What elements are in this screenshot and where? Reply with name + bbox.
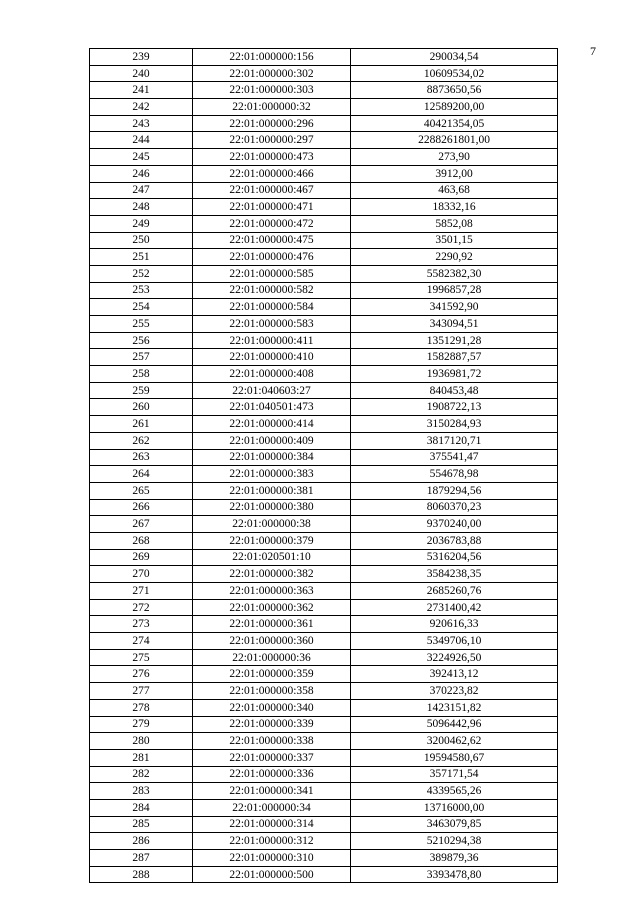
table-row (90, 115, 558, 132)
row-number-cell: 244 (90, 132, 193, 149)
cadastral-number-cell: 22:01:000000:379 (193, 532, 351, 549)
cadastral-number-cell: 22:01:000000:472 (193, 215, 351, 232)
row-number-cell: 270 (90, 566, 193, 583)
row-number-cell: 242 (90, 99, 193, 116)
value-cell: 5210294,38 (351, 833, 558, 850)
table-row (90, 516, 558, 533)
value-cell: 3817120,71 (351, 432, 558, 449)
row-number-cell: 239 (90, 49, 193, 66)
value-cell: 1936981,72 (351, 366, 558, 383)
table-row (90, 766, 558, 783)
value-cell: 1879294,56 (351, 482, 558, 499)
value-cell: 343094,51 (351, 316, 558, 333)
value-cell: 1996857,28 (351, 282, 558, 299)
row-number-cell: 288 (90, 866, 193, 883)
row-number-cell: 264 (90, 466, 193, 483)
cadastral-number-cell: 22:01:000000:339 (193, 716, 351, 733)
value-cell: 375541,47 (351, 449, 558, 466)
cadastral-number-cell: 22:01:000000:583 (193, 316, 351, 333)
cadastral-number-cell: 22:01:000000:384 (193, 449, 351, 466)
cadastral-number-cell: 22:01:000000:340 (193, 699, 351, 716)
cadastral-value-table (89, 48, 558, 883)
value-cell: 3393478,80 (351, 866, 558, 883)
cadastral-number-cell: 22:01:000000:585 (193, 265, 351, 282)
table-row (90, 499, 558, 516)
row-number-cell: 259 (90, 382, 193, 399)
table-body (90, 49, 558, 883)
cadastral-number-cell: 22:01:000000:302 (193, 65, 351, 82)
cadastral-number-cell: 22:01:000000:337 (193, 749, 351, 766)
table-row (90, 399, 558, 416)
value-cell: 3912,00 (351, 165, 558, 182)
cadastral-number-cell: 22:01:040603:27 (193, 382, 351, 399)
table-row (90, 799, 558, 816)
table-row (90, 99, 558, 116)
row-number-cell: 251 (90, 249, 193, 266)
row-number-cell: 240 (90, 65, 193, 82)
value-cell: 5316204,56 (351, 549, 558, 566)
cadastral-number-cell: 22:01:000000:36 (193, 649, 351, 666)
cadastral-number-cell: 22:01:000000:409 (193, 432, 351, 449)
cadastral-number-cell: 22:01:000000:296 (193, 115, 351, 132)
value-cell: 3150284,93 (351, 416, 558, 433)
cadastral-number-cell: 22:01:000000:475 (193, 232, 351, 249)
row-number-cell: 256 (90, 332, 193, 349)
table-row (90, 666, 558, 683)
cadastral-number-cell: 22:01:000000:410 (193, 349, 351, 366)
table-row (90, 65, 558, 82)
table-row (90, 683, 558, 700)
cadastral-number-cell: 22:01:000000:382 (193, 566, 351, 583)
value-cell: 2731400,42 (351, 599, 558, 616)
row-number-cell: 287 (90, 850, 193, 867)
value-cell: 389879,36 (351, 850, 558, 867)
table-row (90, 449, 558, 466)
table-row (90, 482, 558, 499)
row-number-cell: 243 (90, 115, 193, 132)
table-row (90, 599, 558, 616)
value-cell: 3501,15 (351, 232, 558, 249)
cadastral-number-cell: 22:01:000000:500 (193, 866, 351, 883)
value-cell: 1423151,82 (351, 699, 558, 716)
cadastral-number-cell: 22:01:000000:359 (193, 666, 351, 683)
table-row (90, 649, 558, 666)
row-number-cell: 274 (90, 633, 193, 650)
value-cell: 341592,90 (351, 299, 558, 316)
cadastral-number-cell: 22:01:000000:338 (193, 733, 351, 750)
row-number-cell: 276 (90, 666, 193, 683)
row-number-cell: 278 (90, 699, 193, 716)
value-cell: 5096442,96 (351, 716, 558, 733)
table-row (90, 532, 558, 549)
table-row (90, 866, 558, 883)
row-number-cell: 260 (90, 399, 193, 416)
row-number-cell: 261 (90, 416, 193, 433)
cadastral-number-cell: 22:01:040501:473 (193, 399, 351, 416)
table-row (90, 716, 558, 733)
value-cell: 1582887,57 (351, 349, 558, 366)
cadastral-number-cell: 22:01:000000:408 (193, 366, 351, 383)
cadastral-number-cell: 22:01:000000:383 (193, 466, 351, 483)
row-number-cell: 266 (90, 499, 193, 516)
value-cell: 2288261801,00 (351, 132, 558, 149)
row-number-cell: 271 (90, 583, 193, 600)
table-row (90, 583, 558, 600)
value-cell: 8060370,23 (351, 499, 558, 516)
table-row (90, 783, 558, 800)
value-cell: 357171,54 (351, 766, 558, 783)
table-row (90, 432, 558, 449)
value-cell: 3200462,62 (351, 733, 558, 750)
table-row (90, 833, 558, 850)
table-row (90, 416, 558, 433)
table-row (90, 549, 558, 566)
table-row (90, 282, 558, 299)
row-number-cell: 286 (90, 833, 193, 850)
row-number-cell: 248 (90, 199, 193, 216)
row-number-cell: 280 (90, 733, 193, 750)
cadastral-number-cell: 22:01:000000:582 (193, 282, 351, 299)
row-number-cell: 282 (90, 766, 193, 783)
row-number-cell: 284 (90, 799, 193, 816)
table-row (90, 249, 558, 266)
value-cell: 1908722,13 (351, 399, 558, 416)
cadastral-number-cell: 22:01:020501:10 (193, 549, 351, 566)
value-cell: 10609534,02 (351, 65, 558, 82)
value-cell: 4339565,26 (351, 783, 558, 800)
value-cell: 40421354,05 (351, 115, 558, 132)
table-row (90, 616, 558, 633)
cadastral-number-cell: 22:01:000000:32 (193, 99, 351, 116)
row-number-cell: 272 (90, 599, 193, 616)
row-number-cell: 247 (90, 182, 193, 199)
table-row (90, 733, 558, 750)
row-number-cell: 258 (90, 366, 193, 383)
cadastral-number-cell: 22:01:000000:361 (193, 616, 351, 633)
value-cell: 290034,54 (351, 49, 558, 66)
value-cell: 2290,92 (351, 249, 558, 266)
cadastral-number-cell: 22:01:000000:584 (193, 299, 351, 316)
table-row (90, 182, 558, 199)
cadastral-number-cell: 22:01:000000:314 (193, 816, 351, 833)
cadastral-number-cell: 22:01:000000:467 (193, 182, 351, 199)
row-number-cell: 245 (90, 149, 193, 166)
table-row (90, 566, 558, 583)
cadastral-number-cell: 22:01:000000:312 (193, 833, 351, 850)
row-number-cell: 281 (90, 749, 193, 766)
row-number-cell: 267 (90, 516, 193, 533)
cadastral-number-cell: 22:01:000000:362 (193, 599, 351, 616)
table-row (90, 699, 558, 716)
cadastral-number-cell: 22:01:000000:466 (193, 165, 351, 182)
table-row (90, 466, 558, 483)
table-row (90, 382, 558, 399)
table-row (90, 165, 558, 182)
table-row (90, 749, 558, 766)
cadastral-number-cell: 22:01:000000:297 (193, 132, 351, 149)
value-cell: 18332,16 (351, 199, 558, 216)
row-number-cell: 250 (90, 232, 193, 249)
value-cell: 8873650,56 (351, 82, 558, 99)
table-row (90, 299, 558, 316)
value-cell: 392413,12 (351, 666, 558, 683)
cadastral-number-cell: 22:01:000000:34 (193, 799, 351, 816)
table-row (90, 215, 558, 232)
table-row (90, 82, 558, 99)
value-cell: 9370240,00 (351, 516, 558, 533)
cadastral-number-cell: 22:01:000000:414 (193, 416, 351, 433)
value-cell: 5852,08 (351, 215, 558, 232)
value-cell: 2036783,88 (351, 532, 558, 549)
value-cell: 2685260,76 (351, 583, 558, 600)
row-number-cell: 246 (90, 165, 193, 182)
page-number: 7 (590, 44, 596, 58)
row-number-cell: 275 (90, 649, 193, 666)
cadastral-number-cell: 22:01:000000:358 (193, 683, 351, 700)
cadastral-number-cell: 22:01:000000:38 (193, 516, 351, 533)
cadastral-number-cell: 22:01:000000:341 (193, 783, 351, 800)
row-number-cell: 273 (90, 616, 193, 633)
table-row (90, 850, 558, 867)
value-cell: 12589200,00 (351, 99, 558, 116)
row-number-cell: 254 (90, 299, 193, 316)
table-row (90, 232, 558, 249)
value-cell: 5349706,10 (351, 633, 558, 650)
value-cell: 1351291,28 (351, 332, 558, 349)
row-number-cell: 285 (90, 816, 193, 833)
row-number-cell: 265 (90, 482, 193, 499)
value-cell: 370223,82 (351, 683, 558, 700)
value-cell: 13716000,00 (351, 799, 558, 816)
cadastral-number-cell: 22:01:000000:303 (193, 82, 351, 99)
row-number-cell: 255 (90, 316, 193, 333)
cadastral-number-cell: 22:01:000000:471 (193, 199, 351, 216)
value-cell: 840453,48 (351, 382, 558, 399)
row-number-cell: 249 (90, 215, 193, 232)
table-row (90, 49, 558, 66)
value-cell: 3463079,85 (351, 816, 558, 833)
cadastral-number-cell: 22:01:000000:381 (193, 482, 351, 499)
row-number-cell: 262 (90, 432, 193, 449)
cadastral-number-cell: 22:01:000000:411 (193, 332, 351, 349)
table-row (90, 349, 558, 366)
row-number-cell: 241 (90, 82, 193, 99)
cadastral-number-cell: 22:01:000000:310 (193, 850, 351, 867)
row-number-cell: 269 (90, 549, 193, 566)
value-cell: 3584238,35 (351, 566, 558, 583)
row-number-cell: 252 (90, 265, 193, 282)
row-number-cell: 279 (90, 716, 193, 733)
value-cell: 554678,98 (351, 466, 558, 483)
cadastral-number-cell: 22:01:000000:336 (193, 766, 351, 783)
cadastral-number-cell: 22:01:000000:363 (193, 583, 351, 600)
table-row (90, 332, 558, 349)
cadastral-number-cell: 22:01:000000:380 (193, 499, 351, 516)
table-row (90, 366, 558, 383)
row-number-cell: 268 (90, 532, 193, 549)
row-number-cell: 283 (90, 783, 193, 800)
row-number-cell: 277 (90, 683, 193, 700)
table-row (90, 132, 558, 149)
value-cell: 3224926,50 (351, 649, 558, 666)
row-number-cell: 257 (90, 349, 193, 366)
table-row (90, 265, 558, 282)
value-cell: 19594580,67 (351, 749, 558, 766)
table-row (90, 816, 558, 833)
table-row (90, 316, 558, 333)
table-row (90, 149, 558, 166)
cadastral-number-cell: 22:01:000000:156 (193, 49, 351, 66)
row-number-cell: 263 (90, 449, 193, 466)
row-number-cell: 253 (90, 282, 193, 299)
value-cell: 463,68 (351, 182, 558, 199)
value-cell: 920616,33 (351, 616, 558, 633)
value-cell: 5582382,30 (351, 265, 558, 282)
table-row (90, 633, 558, 650)
table-row (90, 199, 558, 216)
cadastral-number-cell: 22:01:000000:473 (193, 149, 351, 166)
cadastral-number-cell: 22:01:000000:360 (193, 633, 351, 650)
cadastral-number-cell: 22:01:000000:476 (193, 249, 351, 266)
value-cell: 273,90 (351, 149, 558, 166)
